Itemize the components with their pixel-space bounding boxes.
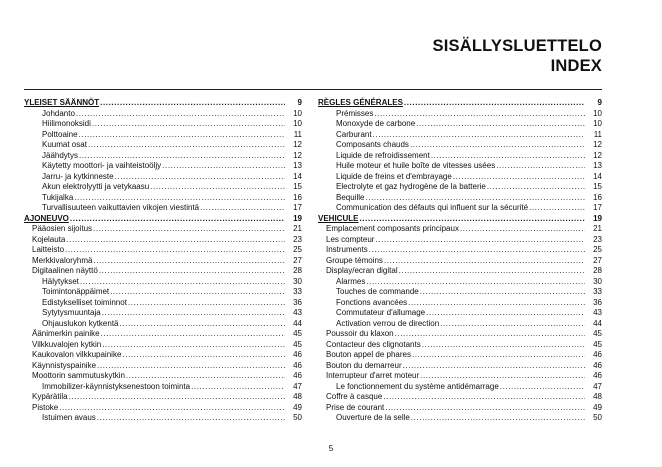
toc-entry: [24, 403, 302, 414]
toc-entry-page: 49: [293, 402, 302, 412]
toc-entry-label: Alarmes: [336, 276, 366, 286]
toc-entry-label: Ouverture de la selle: [336, 413, 410, 422]
dot-leader: [431, 151, 585, 162]
toc-entry-label: Poussoir du klaxon: [326, 329, 394, 338]
toc-entry-page: 46: [293, 360, 302, 370]
dot-leader: [412, 350, 585, 361]
toc-entry-label: Edistykselliset toiminnot: [42, 297, 127, 307]
toc-entry: [24, 172, 302, 183]
toc-entry: [318, 298, 602, 309]
toc-entry-page: 45: [593, 339, 602, 349]
dot-leader: [99, 266, 285, 277]
dot-leader: [422, 340, 585, 351]
dot-leader: [369, 245, 585, 256]
toc-entry-label: Interrupteur d'arret moteur: [326, 371, 420, 380]
toc-entry: [24, 161, 302, 172]
toc-entry-label: RÈGLES GÉNÉRALES: [318, 98, 403, 107]
dot-leader: [92, 119, 285, 130]
toc-french-column: [318, 98, 602, 424]
toc-entry-page: 47: [293, 381, 302, 391]
toc-entry-page: 15: [593, 182, 602, 191]
toc-entry-page: 10: [293, 108, 302, 118]
toc-entry-label: Activation verrou de direction: [336, 318, 440, 328]
toc-entry-page: 46: [293, 371, 302, 380]
page-number: 5: [328, 444, 334, 453]
dot-leader: [93, 224, 285, 235]
toc-entry-page: 9: [597, 98, 602, 107]
toc-entry-page: 44: [293, 318, 302, 328]
toc-entry-label: Bouton du demarreur: [326, 360, 402, 370]
toc-entry: [24, 235, 302, 246]
toc-entry-page: 10: [593, 119, 602, 128]
toc-entry-page: 43: [293, 308, 302, 317]
toc-entry: [24, 392, 302, 403]
dot-leader: [399, 266, 585, 277]
toc-entry-label: Tukijalka: [42, 192, 74, 202]
dot-leader: [395, 329, 585, 340]
toc-entry-page: 50: [593, 413, 602, 422]
dot-leader: [120, 319, 286, 330]
toc-entry-label: Bequille: [336, 192, 365, 202]
toc-entry: [24, 151, 302, 162]
toc-entry-page: 14: [293, 171, 302, 181]
toc-entry: [24, 277, 302, 288]
dot-leader: [76, 109, 285, 120]
toc-entry: [318, 224, 602, 235]
toc-entry-label: Les compteur: [326, 234, 375, 244]
toc-entry: [318, 361, 602, 372]
toc-entry-page: 48: [293, 392, 302, 401]
dot-leader: [366, 277, 585, 288]
dot-leader: [403, 361, 585, 372]
toc-entry-label: Polttoaine: [42, 129, 78, 139]
dot-leader: [200, 203, 285, 214]
toc-entry: [318, 119, 602, 130]
dot-leader: [191, 382, 285, 393]
toc-entry: [24, 98, 302, 109]
toc-entry: [318, 203, 602, 214]
toc-entry-page: 45: [293, 339, 302, 349]
toc-entry: [318, 371, 602, 382]
toc-entry: [318, 403, 602, 414]
toc-entry-page: 13: [293, 161, 302, 170]
toc-entry: [318, 182, 602, 193]
dot-leader: [365, 193, 585, 204]
toc-entry-page: 30: [593, 276, 602, 286]
toc-entry-page: 46: [593, 371, 602, 380]
dot-leader: [79, 151, 285, 162]
toc-entry: [24, 256, 302, 267]
toc-entry-page: 50: [293, 413, 302, 422]
dot-leader: [453, 172, 585, 183]
toc-entry: [24, 193, 302, 204]
dot-leader: [460, 224, 585, 235]
toc-entry-page: 45: [293, 329, 302, 338]
toc-entry: [318, 172, 602, 183]
toc-entry-label: Emplacement composants principaux: [326, 224, 459, 233]
toc-entry-label: Touches de commande: [336, 287, 419, 296]
toc-entry-page: 36: [293, 297, 302, 307]
toc-entry-page: 25: [293, 245, 302, 254]
toc-entry: [24, 340, 302, 351]
toc-entry: [318, 350, 602, 361]
toc-entry: [24, 266, 302, 277]
dot-leader: [410, 140, 585, 151]
toc-entry-label: Moottorin sammutuskytkin: [32, 371, 125, 380]
toc-entry: [318, 413, 602, 424]
toc-entry: [24, 308, 302, 319]
toc-entry-label: Commutateur d'allumage: [336, 308, 426, 317]
toc-entry-page: 12: [593, 140, 602, 149]
dot-leader: [487, 182, 585, 193]
toc-entry-label: Fonctions avancées: [336, 297, 408, 307]
toc-entry-label: Contacteur des clignotants: [326, 339, 421, 349]
toc-entry: [318, 151, 602, 162]
toc-entry-page: 43: [593, 308, 602, 317]
toc-entry: [318, 109, 602, 120]
toc-entry: [318, 245, 602, 256]
dot-leader: [101, 329, 285, 340]
dot-leader: [496, 161, 585, 172]
toc-entry: [318, 214, 602, 225]
toc-entry: [24, 214, 302, 225]
toc-entry-page: 12: [293, 150, 302, 160]
toc-entry-page: 23: [293, 234, 302, 244]
toc-entry-label: Käytetty moottori- ja vaihteistoöljy: [42, 161, 162, 170]
toc-entry-label: Immobilizer-käynnistyksenestoon toiminta: [42, 381, 191, 391]
toc-entry-page: 46: [593, 360, 602, 370]
dot-leader: [102, 308, 285, 319]
toc-entry-label: Liquide de freins et d'embrayage: [336, 171, 452, 181]
toc-entry-label: Communication des défauts qui influent sur la sécurité: [336, 203, 529, 212]
dot-leader: [404, 98, 585, 109]
toc-entry-label: Instruments: [326, 245, 368, 254]
toc-entry-page: 27: [293, 255, 302, 265]
dot-leader: [115, 172, 285, 183]
toc-entry: [24, 329, 302, 340]
toc-entry-page: 19: [293, 213, 302, 223]
dot-leader: [65, 245, 285, 256]
toc-entry: [24, 140, 302, 151]
toc-entry-label: Prémisses: [336, 108, 374, 118]
toc-entry-page: 10: [593, 108, 602, 118]
toc-entry: [24, 382, 302, 393]
toc-entry-page: 17: [293, 203, 302, 212]
toc-entry: [318, 98, 602, 109]
toc-entry: [318, 256, 602, 267]
dot-leader: [66, 235, 285, 246]
toc-entry-page: 28: [593, 266, 602, 275]
toc-entry-label: Digitaalinen näyttö: [32, 266, 98, 275]
toc-entry: [318, 392, 602, 403]
toc-entry-page: 21: [593, 224, 602, 233]
toc-entry-page: 9: [297, 98, 302, 107]
toc-entry-label: Bouton appel de phares: [326, 350, 411, 359]
toc-entry-page: 25: [593, 245, 602, 254]
dot-leader: [59, 403, 285, 414]
dot-leader: [420, 371, 585, 382]
toc-entry-label: Toimintonäppäimet: [42, 287, 110, 296]
toc-entry: [318, 193, 602, 204]
toc-entry-label: Prise de courant: [326, 402, 385, 412]
dot-leader: [162, 161, 285, 172]
toc-entry: [24, 245, 302, 256]
toc-entry-label: Huile moteur et huile boîte de vitesses usées: [336, 161, 496, 170]
toc-entry-label: Carburant: [336, 129, 372, 139]
toc-entry-label: Hiilimonoksidi: [42, 119, 91, 128]
toc-entry: [318, 277, 602, 288]
dot-leader: [126, 371, 285, 382]
toc-entry: [318, 235, 602, 246]
toc-entry: [24, 319, 302, 330]
toc-entry-page: 27: [593, 255, 602, 265]
toc-entry-page: 46: [593, 350, 602, 359]
dot-leader: [79, 130, 285, 141]
toc-finnish-column: [24, 98, 302, 424]
dot-leader: [359, 214, 585, 225]
toc-entry-label: Coffre à casque: [326, 392, 383, 401]
toc-entry-page: 23: [593, 234, 602, 244]
toc-entry-label: Hälytykset: [42, 276, 79, 286]
toc-entry-page: 48: [593, 392, 602, 401]
toc-entry: [24, 287, 302, 298]
toc-entry: [24, 109, 302, 120]
toc-entry-label: Merkkivaloryhmä: [32, 255, 93, 265]
toc-entry-label: Ohjauslukon kytkentä: [42, 318, 119, 328]
toc-entry: [24, 119, 302, 130]
dot-leader: [110, 287, 285, 298]
toc-entry-page: 16: [293, 192, 302, 202]
toc-entry-label: Monoxyde de carbone: [336, 119, 416, 128]
header-divider: [24, 89, 602, 90]
toc-entry-page: 36: [593, 297, 602, 307]
toc-entry-page: 30: [293, 276, 302, 286]
dot-leader: [150, 182, 285, 193]
toc-entry: [24, 203, 302, 214]
toc-entry: [24, 371, 302, 382]
toc-entry: [24, 413, 302, 424]
toc-entry-page: 10: [293, 119, 302, 128]
toc-entry-label: Kaukovalon vilkkupainike: [32, 350, 122, 359]
toc-entry: [318, 266, 602, 277]
dot-leader: [440, 319, 585, 330]
toc-entry-label: Vilkkuvalojen kytkin: [32, 339, 102, 349]
toc-entry: [24, 361, 302, 372]
dot-leader: [97, 413, 285, 424]
toc-entry: [318, 287, 602, 298]
dot-leader: [375, 235, 585, 246]
dot-leader: [420, 287, 585, 298]
toc-entry-page: 15: [293, 182, 302, 191]
toc-entry-label: Kuumat osat: [42, 140, 87, 149]
toc-entry-page: 21: [293, 224, 302, 233]
dot-leader: [102, 340, 285, 351]
dot-leader: [74, 193, 285, 204]
toc-entry-page: 13: [593, 161, 602, 170]
toc-entry-page: 11: [593, 129, 602, 139]
toc-entry-page: 14: [593, 171, 602, 181]
toc-entry: [24, 224, 302, 235]
dot-leader: [416, 119, 585, 130]
toc-entry-page: 28: [293, 266, 302, 275]
toc-entry-label: Jäähdytys: [42, 150, 79, 160]
toc-entry-label: Pistoke: [32, 402, 59, 412]
toc-entry-label: Display/ecran digital: [326, 266, 398, 275]
toc-entry: [318, 382, 602, 393]
toc-entry-label: Turvallisuuteen vaikuttavien vikojen viestintä: [42, 203, 200, 212]
toc-entry-page: 46: [293, 350, 302, 359]
toc-entry-label: AJONEUVO: [24, 213, 69, 223]
toc-entry-label: VEHICULE: [318, 213, 359, 223]
dot-leader: [80, 277, 285, 288]
toc-entry: [318, 308, 602, 319]
dot-leader: [426, 308, 585, 319]
title-finnish: SISÄLLYSLUETTELO: [432, 37, 602, 55]
title-french: INDEX: [550, 57, 602, 75]
toc-entry-label: Groupe témoins: [326, 255, 383, 265]
toc-entry-label: Composants chauds: [336, 140, 409, 149]
toc-entry: [24, 182, 302, 193]
toc-entry: [318, 329, 602, 340]
toc-entry-page: 33: [293, 287, 302, 296]
toc-entry-page: 16: [593, 192, 602, 202]
toc-entry-page: 33: [593, 287, 602, 296]
toc-entry-page: 44: [593, 318, 602, 328]
dot-leader: [383, 392, 585, 403]
page-header: [433, 36, 602, 76]
toc-entry-page: 45: [593, 329, 602, 338]
toc-entry-page: 17: [593, 203, 602, 212]
toc-entry-page: 47: [593, 381, 602, 391]
toc-entry: [24, 350, 302, 361]
toc-entry-label: Akun elektrolyytti ja vetykaasu: [42, 182, 150, 191]
dot-leader: [88, 140, 285, 151]
dot-leader: [385, 403, 585, 414]
dot-leader: [97, 361, 285, 372]
toc-entry: [318, 161, 602, 172]
toc-entry-page: 49: [593, 402, 602, 412]
dot-leader: [384, 256, 585, 267]
toc-entry: [318, 340, 602, 351]
toc-entry-page: 12: [593, 150, 602, 160]
dot-leader: [128, 298, 285, 309]
dot-leader: [408, 298, 585, 309]
toc-entry-label: Electrolyte et gaz hydrogène de la batterie: [336, 182, 486, 191]
toc-entry-label: Äänimerkin painike: [32, 329, 100, 338]
toc-entry-label: Le fonctionnement du système antidémarrage: [336, 381, 499, 391]
toc-entry-label: Kojelauta: [32, 234, 66, 244]
toc-entry-label: Pääosien sijoitus: [32, 224, 93, 233]
toc-entry-label: Käynnistyspainike: [32, 360, 97, 370]
dot-leader: [373, 130, 585, 141]
dot-leader: [100, 98, 285, 109]
toc-entry: [24, 130, 302, 141]
toc-entry-label: Liquide de refroidissement: [336, 150, 430, 160]
dot-leader: [70, 214, 285, 225]
dot-leader: [122, 350, 285, 361]
toc-entry-label: Laitteisto: [32, 245, 65, 254]
dot-leader: [93, 256, 285, 267]
toc-entry-label: Jarru- ja kytkinneste: [42, 171, 114, 181]
dot-leader: [500, 382, 585, 393]
toc-entry-label: Sytytysmuuntaja: [42, 308, 101, 317]
dot-leader: [69, 392, 285, 403]
toc-entry: [318, 140, 602, 151]
toc-entry-label: Istuimen avaus: [42, 413, 96, 422]
toc-entry-label: YLEISET SÄÄNNÖT: [24, 98, 100, 107]
dot-leader: [374, 109, 585, 120]
toc-entry: [318, 319, 602, 330]
toc-entry-page: 11: [293, 129, 302, 139]
dot-leader: [529, 203, 585, 214]
toc-entry-label: Kypärätila: [32, 392, 68, 401]
toc-entry-page: 12: [293, 140, 302, 149]
toc-entry: [318, 130, 602, 141]
toc-entry-label: Johdanto: [42, 108, 75, 118]
toc-entry-page: 19: [593, 213, 602, 223]
dot-leader: [411, 413, 585, 424]
toc-entry: [24, 298, 302, 309]
